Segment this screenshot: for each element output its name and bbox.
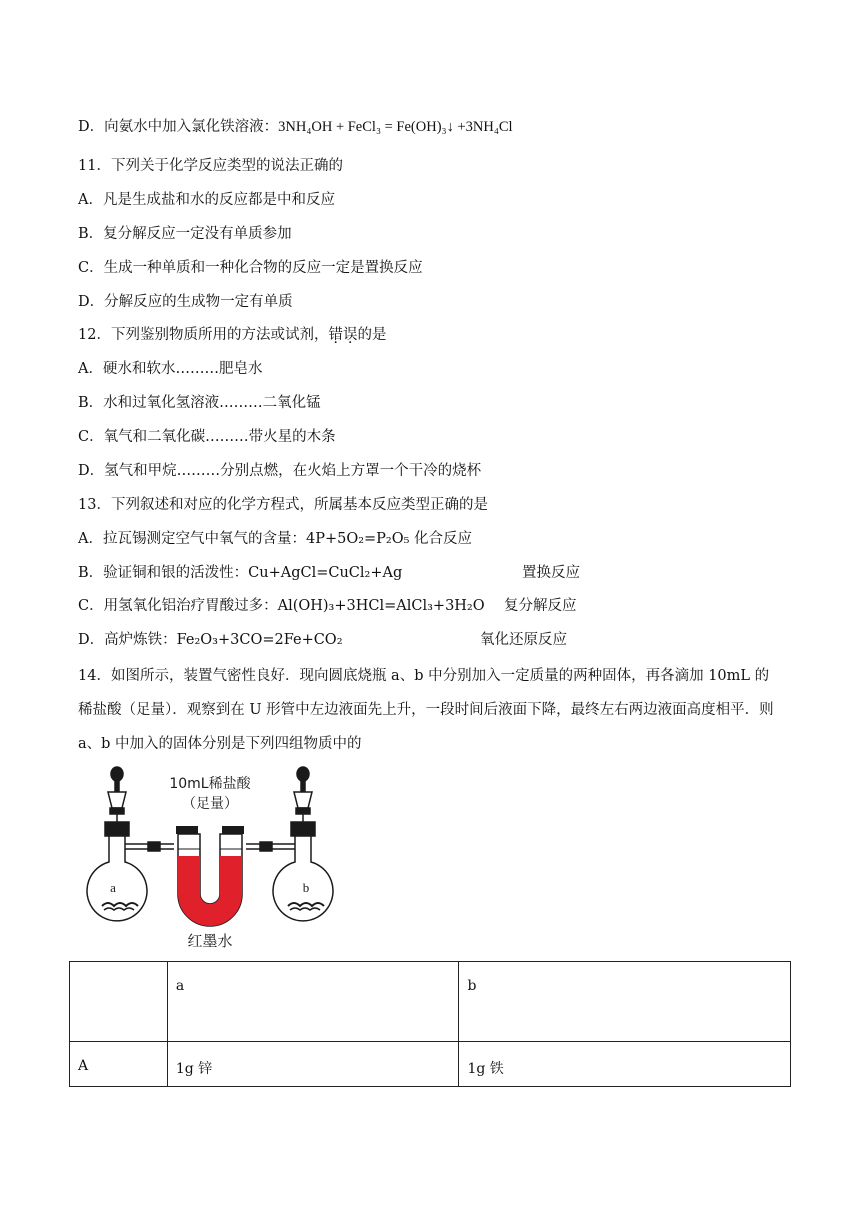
q10-option-d-text: D．向氨水中加入氯化铁溶液： [78,119,279,135]
u-tube-left-stopper [176,826,198,834]
table-row [70,1042,791,1087]
q11-option-c: C．生成一种单质和一种化合物的反应一定是置换反应 [78,260,423,276]
q11-stem: 11．下列关于化学反应类型的说法正确的 [78,158,343,174]
u-tube [178,834,242,926]
q13-stem: 13．下列叙述和对应的化学方程式，所属基本反应类型正确的是 [78,497,488,513]
q10-option-d [78,117,513,137]
table-header-cell: b [459,962,791,1042]
q12-option-c: C．氧气和二氧化碳………带火星的木条 [78,429,336,445]
q12-emphasis-2: 误 [342,327,358,343]
q12-option-a: A．硬水和软水………肥皂水 [78,361,263,377]
flask-a [87,822,147,921]
q12-stem-part1: 12．下列鉴别物质所用的方法或试剂， [78,327,329,343]
table-header-row [70,962,791,1042]
table-cell: 1g 锌 [167,1042,459,1087]
flask-b-label: b [302,880,310,895]
ink-label: 红墨水 [187,932,233,950]
q12-stem [78,325,386,345]
apparatus-diagram [80,764,350,954]
q10-option-d-equation: 3NH₄OH + FeCl₃ = Fe(OH)₃↓ +3NH₄Cl [278,119,513,135]
table-cell: A [70,1042,168,1087]
table-header-cell [70,962,168,1042]
q13-option-c: C．用氢氧化铝治疗胃酸过多：Al(OH)₃+3HCl=AlCl₃+3H₂O [78,598,485,614]
q14-line-1: 14．如图所示，装置气密性良好．现向圆底烧瓶 a、b 中分别加入一定质量的两种固体，再各滴加 10mL 的 [78,668,770,684]
q12-emphasis-1: 错 [328,327,343,343]
apparatus-figure [80,764,350,954]
q13-option-d-type: 氧化还原反应 [480,632,567,648]
q12-option-b: B．水和过氧化氢溶液………二氧化锰 [78,395,321,411]
u-tube-right-stopper [222,826,244,834]
connecting-tubes [125,842,295,851]
q12-option-d: D．氢气和甲烷………分别点燃，在火焰上方罩一个干冷的烧杯 [78,463,482,479]
q13-option-d: D．高炉炼铁：Fe₂O₃+3CO=2Fe+CO₂ [78,632,343,648]
q13-option-a: A．拉瓦锡测定空气中氧气的含量：4P+5O₂=P₂O₅ 化合反应 [78,531,473,547]
q13-option-b: B．验证铜和银的活泼性：Cu+AgCl=CuCl₂+Ag [78,565,403,581]
q12-stem-part2: 的是 [357,327,387,343]
acid-note: （足量） [182,796,238,812]
q14-line-2: 稀盐酸（足量）．观察到在 U 形管中左边液面先上升，一段时间后液面下降，最终左右两边液面高度相平．则 [78,702,774,718]
q14-line-3: a、b 中加入的固体分别是下列四组物质中的 [78,736,362,752]
red-ink [178,856,242,926]
table-header-cell: a [167,962,459,1042]
q11-option-b: B．复分解反应一定没有单质参加 [78,226,292,242]
q13-option-b-type: 置换反应 [522,565,580,581]
q11-option-d: D．分解反应的生成物一定有单质 [78,294,293,310]
flask-b [273,822,333,921]
acid-label: 10mL稀盐酸 [169,776,251,792]
answer-table [69,961,791,1087]
q13-option-c-type: 复分解反应 [504,598,577,614]
table-cell: 1g 铁 [459,1042,791,1087]
q11-option-a: A．凡是生成盐和水的反应都是中和反应 [78,192,335,208]
flask-a-label: a [110,880,116,895]
